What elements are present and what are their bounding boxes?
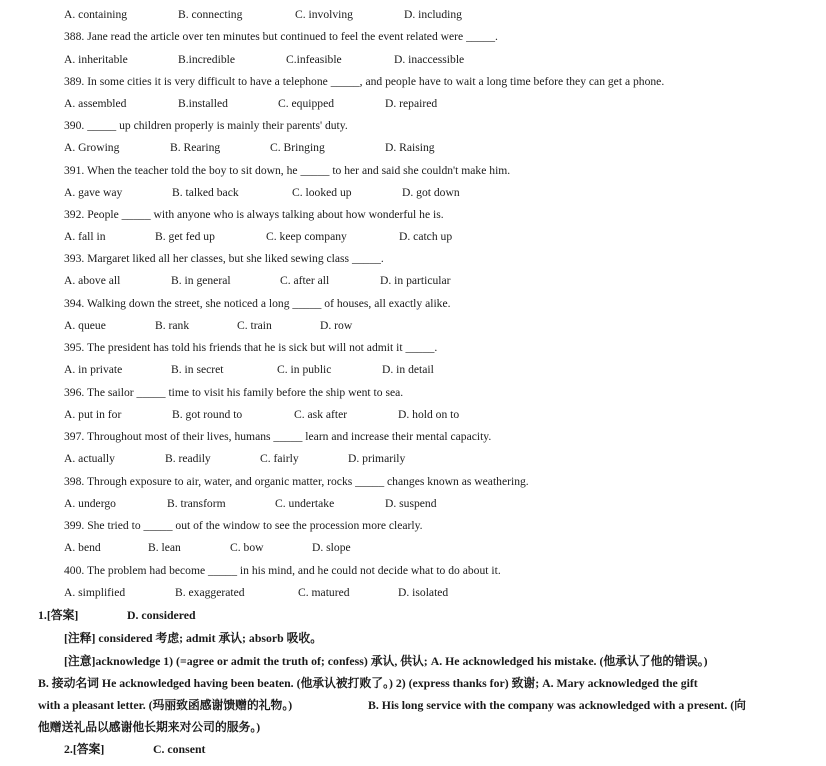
question-stem-397: 397. Throughout most of their lives, humans _____ learn and increase their mental capacity. <box>64 430 492 443</box>
option-d: D. repaired <box>385 97 438 110</box>
option-d: D. Raising <box>385 141 435 154</box>
option-b: B. in secret <box>171 363 224 376</box>
option-a: A. in private <box>64 363 123 376</box>
option-b: B. got round to <box>172 408 243 421</box>
question-stem-394: 394. Walking down the street, she noticed a long _____ of houses, all exactly alike. <box>64 297 451 310</box>
option-b: B. lean <box>148 541 181 554</box>
option-c: C.infeasible <box>286 53 342 66</box>
question-stem-399: 399. She tried to _____ out of the window to see the procession more clearly. <box>64 519 423 532</box>
question-stem-388: 388. Jane read the article over ten minutes but continued to feel the event related were _____. <box>64 30 498 43</box>
option-c: C. matured <box>298 586 350 599</box>
option-c: C. train <box>237 319 272 332</box>
question-stem-395: 395. The president has told his friends that he is sick but will not admit it _____. <box>64 341 438 354</box>
option-b: B. exaggerated <box>175 586 245 599</box>
answer-2-label: 2.[答案] <box>64 742 105 756</box>
option-c: C. undertake <box>275 497 335 510</box>
option-a: A. undergo <box>64 497 116 510</box>
option-c: C. after all <box>280 274 330 287</box>
question-stem-390: 390. _____ up children properly is mainly their parents' duty. <box>64 119 348 132</box>
question-stem-393: 393. Margaret liked all her classes, but she liked sewing class _____. <box>64 252 384 265</box>
answer-1-attention-line4: 他赠送礼品以感谢他长期来对公司的服务。) <box>38 720 261 734</box>
option-a: A. Growing <box>64 141 120 154</box>
answer-2-value: C. consent <box>153 742 206 756</box>
option-c: C. fairly <box>260 452 299 465</box>
answer-1-attention-line3b: B. His long service with the company was acknowledged with a present. (向 <box>368 698 746 712</box>
option-c: C. involving <box>295 8 353 21</box>
option-a: A. above all <box>64 274 121 287</box>
question-stem-389: 389. In some cities it is very difficult to have a telephone _____, and people have to wait a long time before they can get a phone. <box>64 75 665 88</box>
option-d: D. suspend <box>385 497 437 510</box>
option-a: A. fall in <box>64 230 106 243</box>
option-c: C. Bringing <box>270 141 325 154</box>
option-c: C. equipped <box>278 97 335 110</box>
answer-1-label: 1.[答案] <box>38 608 79 622</box>
option-b: B. transform <box>167 497 226 510</box>
option-d: D. row <box>320 319 353 332</box>
option-c: C. in public <box>277 363 332 376</box>
option-a: A. gave way <box>64 186 123 199</box>
option-a: A. bend <box>64 541 101 554</box>
answer-1-note: [注释] considered 考虑; admit 承认; absorb 吸收。 <box>64 631 322 645</box>
option-c: C. keep company <box>266 230 347 243</box>
option-b: B. in general <box>171 274 231 287</box>
answer-1-attention-line3a: with a pleasant letter. (玛丽致函感谢馈赠的礼物。) <box>38 698 293 712</box>
option-a: A. inheritable <box>64 53 128 66</box>
option-b: B. readily <box>165 452 211 465</box>
question-stem-398: 398. Through exposure to air, water, and organic matter, rocks _____ changes known as weathering. <box>64 475 529 488</box>
option-b: B. get fed up <box>155 230 215 243</box>
question-stem-392: 392. People _____ with anyone who is always talking about how wonderful he is. <box>64 208 444 221</box>
option-a: A. put in for <box>64 408 122 421</box>
option-d: D. hold on to <box>398 408 460 421</box>
option-b: B. connecting <box>178 8 243 21</box>
option-d: D. including <box>404 8 462 21</box>
option-d: D. got down <box>402 186 460 199</box>
option-b: B. Rearing <box>170 141 221 154</box>
option-a: A. queue <box>64 319 106 332</box>
option-a: A. simplified <box>64 586 126 599</box>
option-d: D. primarily <box>348 452 406 465</box>
answer-1-attention-line2: B. 接动名词 He acknowledged having been beaten. (他承认被打败了。) 2) (express thanks for) 致谢; A. Mary acknowledged the gift <box>38 676 698 690</box>
option-c: C. bow <box>230 541 264 554</box>
option-b: B. talked back <box>172 186 239 199</box>
option-a: A. containing <box>64 8 128 21</box>
option-b: B. rank <box>155 319 190 332</box>
option-d: D. isolated <box>398 586 449 599</box>
option-d: D. inaccessible <box>394 53 465 66</box>
answer-1-attention-line1: [注意]acknowledge 1) (=agree or admit the truth of; confess) 承认, 供认; A. He acknowledged his mistake. (他承认了他的错误。) <box>64 654 708 668</box>
answer-1-value: D. considered <box>127 608 196 622</box>
option-d: D. catch up <box>399 230 453 243</box>
option-d: D. in detail <box>382 363 434 376</box>
option-b: B.incredible <box>178 53 235 66</box>
question-stem-400: 400. The problem had become _____ in his mind, and he could not decide what to do about it. <box>64 564 501 577</box>
question-stem-396: 396. The sailor _____ time to visit his family before the ship went to sea. <box>64 386 404 399</box>
option-d: D. in particular <box>380 274 451 287</box>
option-a: A. actually <box>64 452 115 465</box>
option-d: D. slope <box>312 541 351 554</box>
option-c: C. ask after <box>294 408 348 421</box>
option-b: B.installed <box>178 97 228 110</box>
question-stem-391: 391. When the teacher told the boy to sit down, he _____ to her and said she couldn't make him. <box>64 164 511 177</box>
option-a: A. assembled <box>64 97 127 110</box>
option-c: C. looked up <box>292 186 352 199</box>
